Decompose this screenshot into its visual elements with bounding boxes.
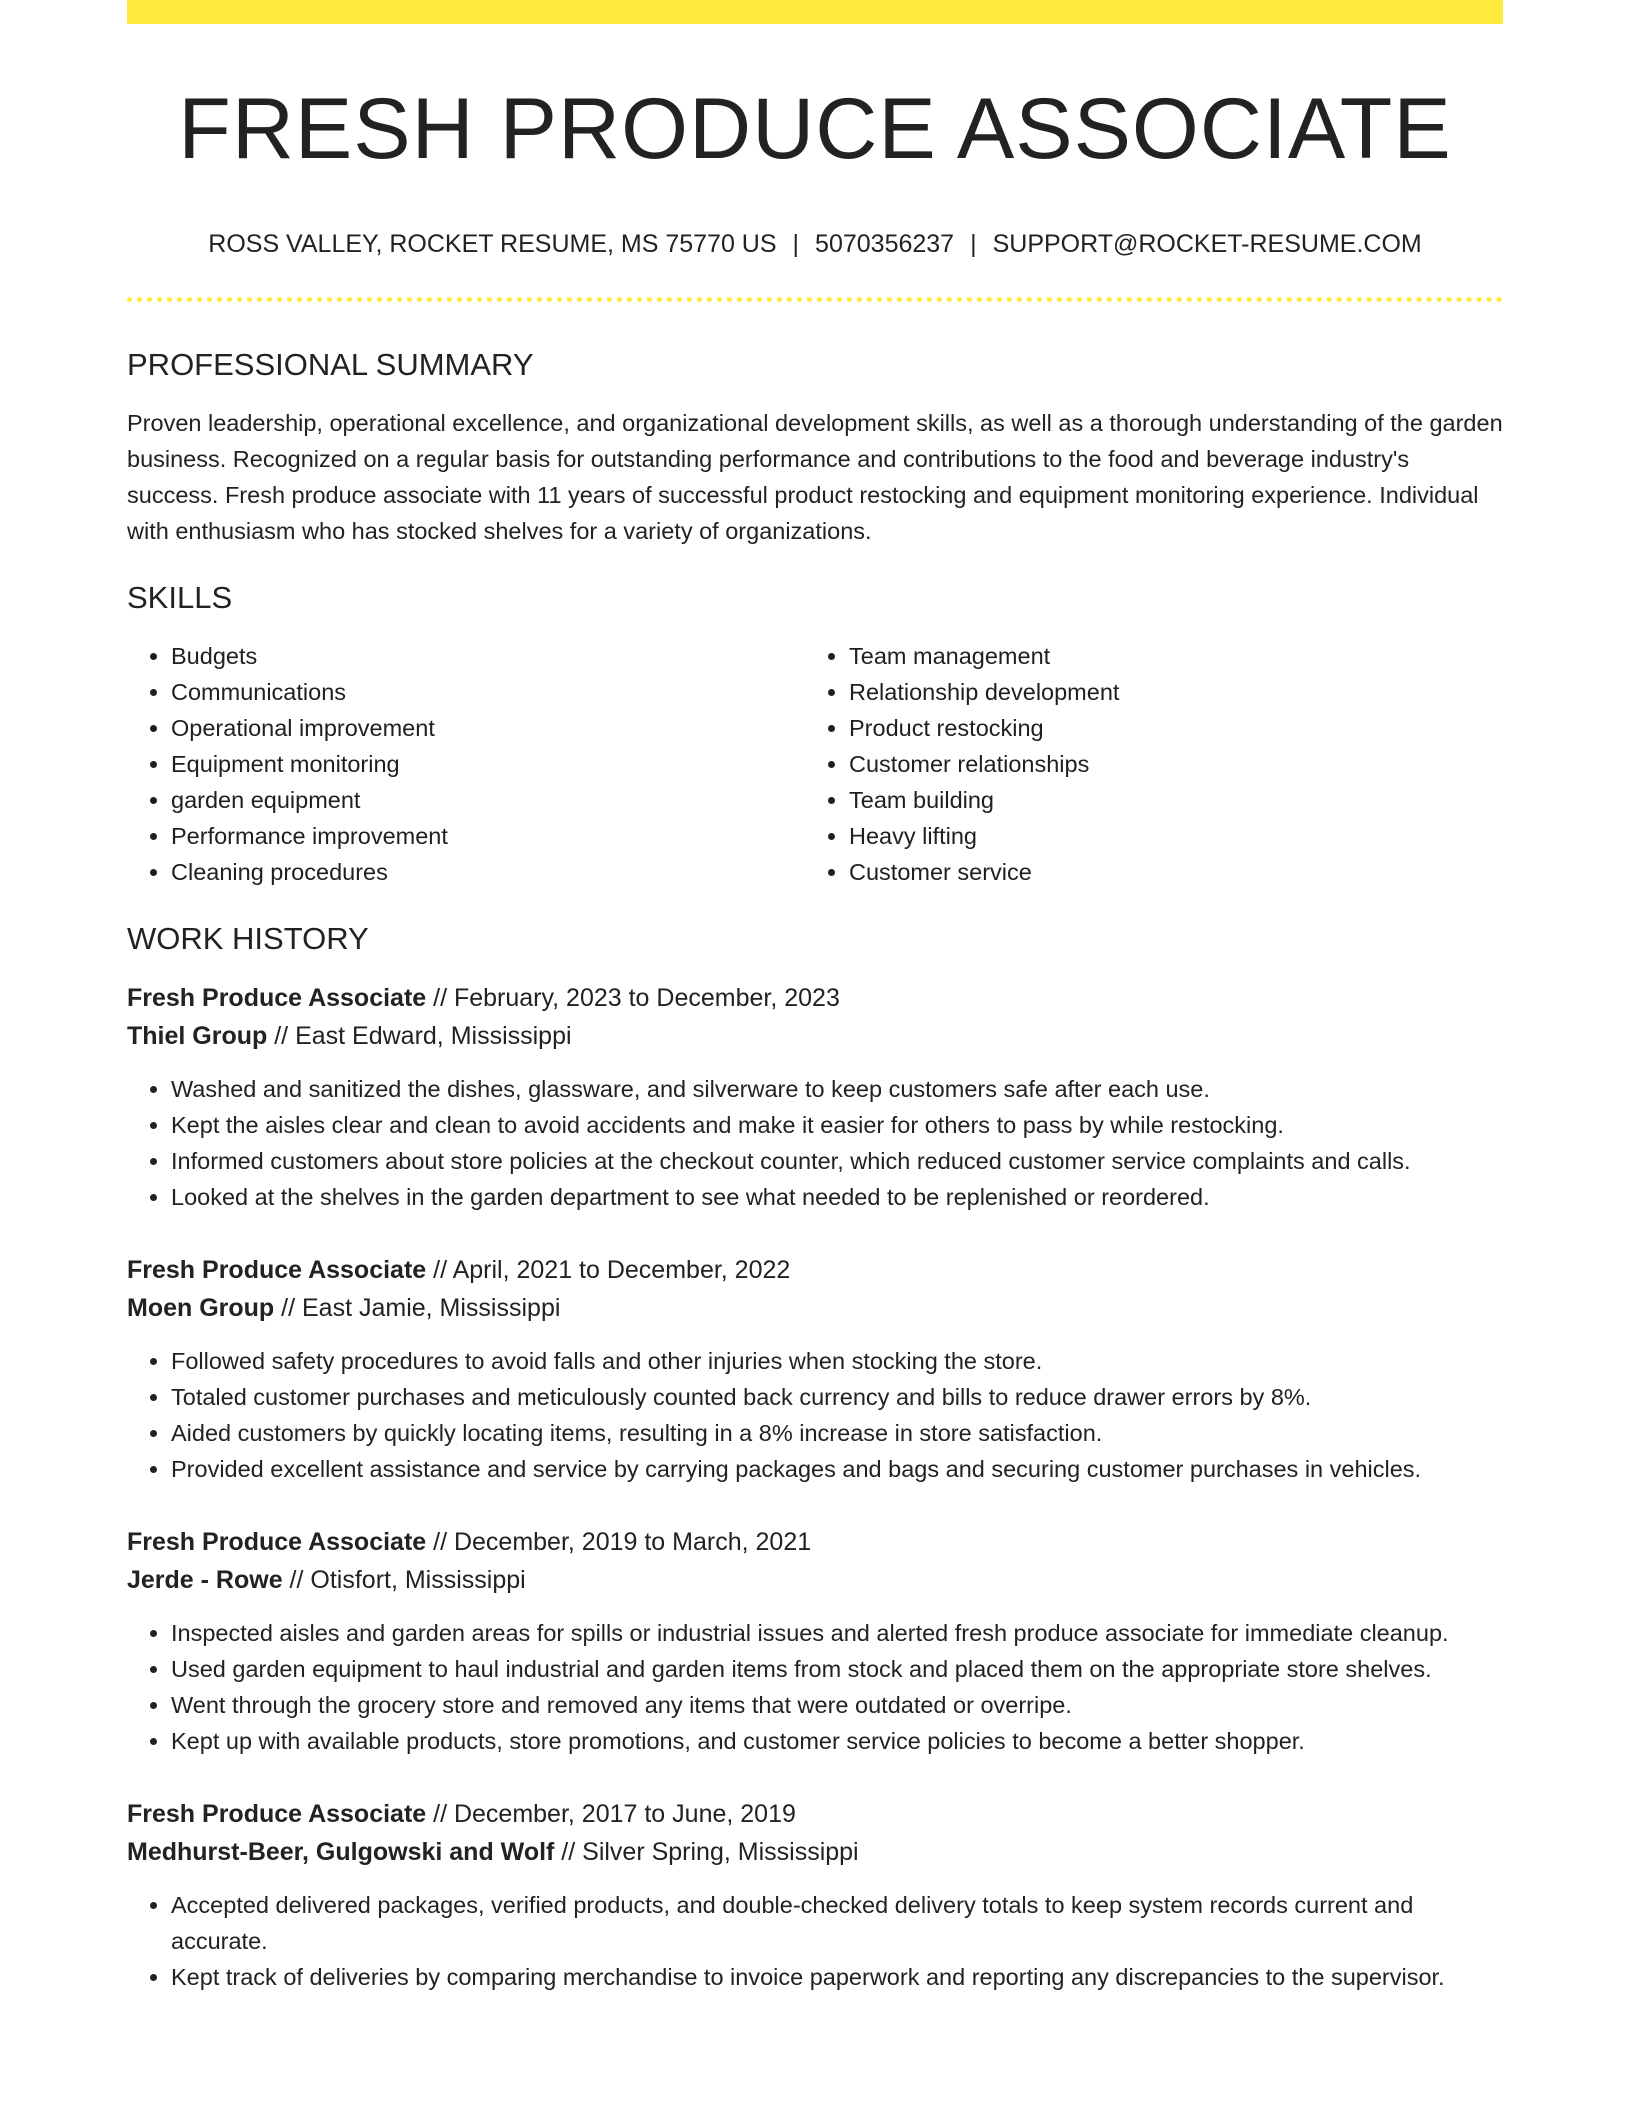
skill-item: • Team management	[849, 638, 1483, 674]
job-entry	[127, 1523, 1503, 1759]
candidate-title: FRESH PRODUCE ASSOCIATE	[178, 81, 1452, 177]
job-role: Fresh Produce Associate	[127, 1800, 427, 1829]
job-bullet: • Totaled customer purchases and meticulously counted back currency and bills to reduce drawer errors by 8%.	[171, 1379, 1503, 1415]
job-bullets	[127, 1071, 1503, 1215]
job-role: Fresh Produce Associate	[127, 1528, 427, 1557]
job-bullet: • Accepted delivered packages, verified products, and double-checked delivery totals to keep system records current and accurate.	[171, 1887, 1503, 1959]
job-company-line	[127, 1833, 1503, 1871]
job-company: Moen Group	[127, 1294, 275, 1323]
skill-item: • Cleaning procedures	[171, 854, 805, 890]
skill-item: • Budgets	[171, 638, 805, 674]
job-bullets	[127, 1343, 1503, 1487]
job-bullet: • Washed and sanitized the dishes, glassware, and silverware to keep customers safe after each use.	[171, 1071, 1503, 1107]
job-bullet: • Kept the aisles clear and clean to avoid accidents and make it easier for others to pass by while restocking.	[171, 1107, 1503, 1143]
job-location: // East Jamie, Mississippi	[274, 1294, 561, 1323]
job-bullet: • Followed safety procedures to avoid falls and other injuries when stocking the store.	[171, 1343, 1503, 1379]
skill-item: • garden equipment	[171, 782, 805, 818]
job-bullets	[127, 1615, 1503, 1759]
job-dates: // February, 2023 to December, 2023	[426, 984, 840, 1013]
job-entry	[127, 979, 1503, 1215]
accent-top-bar	[127, 0, 1503, 24]
job-entry	[127, 1795, 1503, 1995]
job-bullet: • Used garden equipment to haul industrial and garden items from stock and placed them on the appropriate store shelves.	[171, 1651, 1503, 1687]
dotted-divider	[127, 297, 1503, 302]
job-company: Thiel Group	[127, 1022, 268, 1051]
job-role: Fresh Produce Associate	[127, 1256, 427, 1285]
job-location: // Silver Spring, Mississippi	[554, 1838, 859, 1867]
skills-list	[127, 638, 1503, 890]
skill-item: • Operational improvement	[171, 710, 805, 746]
skill-item: • Product restocking	[849, 710, 1483, 746]
skills-column-left	[127, 638, 805, 890]
skill-item: • Team building	[849, 782, 1483, 818]
contact-separator: |	[792, 229, 800, 258]
job-dates: // April, 2021 to December, 2022	[426, 1256, 791, 1285]
contact-phone: 5070356237	[815, 229, 955, 258]
job-company-line	[127, 1017, 1503, 1055]
job-bullets	[127, 1887, 1503, 1995]
job-role-line	[127, 979, 1503, 1017]
skill-item: • Heavy lifting	[849, 818, 1483, 854]
job-bullet: • Looked at the shelves in the garden department to see what needed to be replenished or reordered.	[171, 1179, 1503, 1215]
job-bullet: • Kept track of deliveries by comparing merchandise to invoice paperwork and reporting any discrepancies to the supervisor.	[171, 1959, 1503, 1995]
resume-content	[127, 24, 1503, 1995]
job-bullet: • Aided customers by quickly locating items, resulting in a 8% increase in store satisfaction.	[171, 1415, 1503, 1451]
contact-email: SUPPORT@ROCKET-RESUME.COM	[992, 229, 1422, 258]
contact-address: ROSS VALLEY, ROCKET RESUME, MS 75770 US	[208, 229, 777, 258]
skill-item: • Communications	[171, 674, 805, 710]
job-bullet: • Went through the grocery store and removed any items that were outdated or overripe.	[171, 1687, 1503, 1723]
summary-text: Proven leadership, operational excellence, and organizational development skills, as well as a thorough understanding of the garden business. Recognized on a regular basis for outstanding performance and contributions to the food and beverage industry's success. Fresh produce associate with 11 years of successful product restocking and equipment monitoring experience. Individual with enthusiasm who has stocked shelves for a variety of organizations.	[127, 409, 1503, 544]
job-role-line	[127, 1251, 1503, 1289]
contact-line	[127, 229, 1503, 259]
job-location: // East Edward, Mississippi	[267, 1022, 572, 1051]
job-location: // Otisfort, Mississippi	[282, 1566, 526, 1595]
skills-heading: SKILLS	[127, 579, 233, 615]
job-company-line	[127, 1289, 1503, 1327]
skill-item: • Relationship development	[849, 674, 1483, 710]
job-role-line	[127, 1795, 1503, 1833]
job-bullet: • Inspected aisles and garden areas for spills or industrial issues and alerted fresh produce associate for immediate cleanup.	[171, 1615, 1503, 1651]
job-dates: // December, 2019 to March, 2021	[426, 1528, 812, 1557]
job-role: Fresh Produce Associate	[127, 984, 427, 1013]
summary-heading: PROFESSIONAL SUMMARY	[127, 346, 534, 382]
job-role-line	[127, 1523, 1503, 1561]
skill-item: • Performance improvement	[171, 818, 805, 854]
job-dates: // December, 2017 to June, 2019	[426, 1800, 796, 1829]
skills-column-right	[805, 638, 1483, 890]
skill-item: • Customer service	[849, 854, 1483, 890]
job-bullet: • Informed customers about store policies at the checkout counter, which reduced customer service complaints and calls.	[171, 1143, 1503, 1179]
work-history-heading: WORK HISTORY	[127, 920, 369, 956]
job-bullet: • Provided excellent assistance and service by carrying packages and bags and securing customer purchases in vehicles.	[171, 1451, 1503, 1487]
job-company: Jerde - Rowe	[127, 1566, 283, 1595]
job-company-line	[127, 1561, 1503, 1599]
job-company: Medhurst-Beer, Gulgowski and Wolf	[127, 1838, 555, 1867]
skill-item: • Equipment monitoring	[171, 746, 805, 782]
job-entry	[127, 1251, 1503, 1487]
job-bullet: • Kept up with available products, store promotions, and customer service policies to become a better shopper.	[171, 1723, 1503, 1759]
contact-separator: |	[970, 229, 977, 258]
skill-item: • Customer relationships	[849, 746, 1483, 782]
